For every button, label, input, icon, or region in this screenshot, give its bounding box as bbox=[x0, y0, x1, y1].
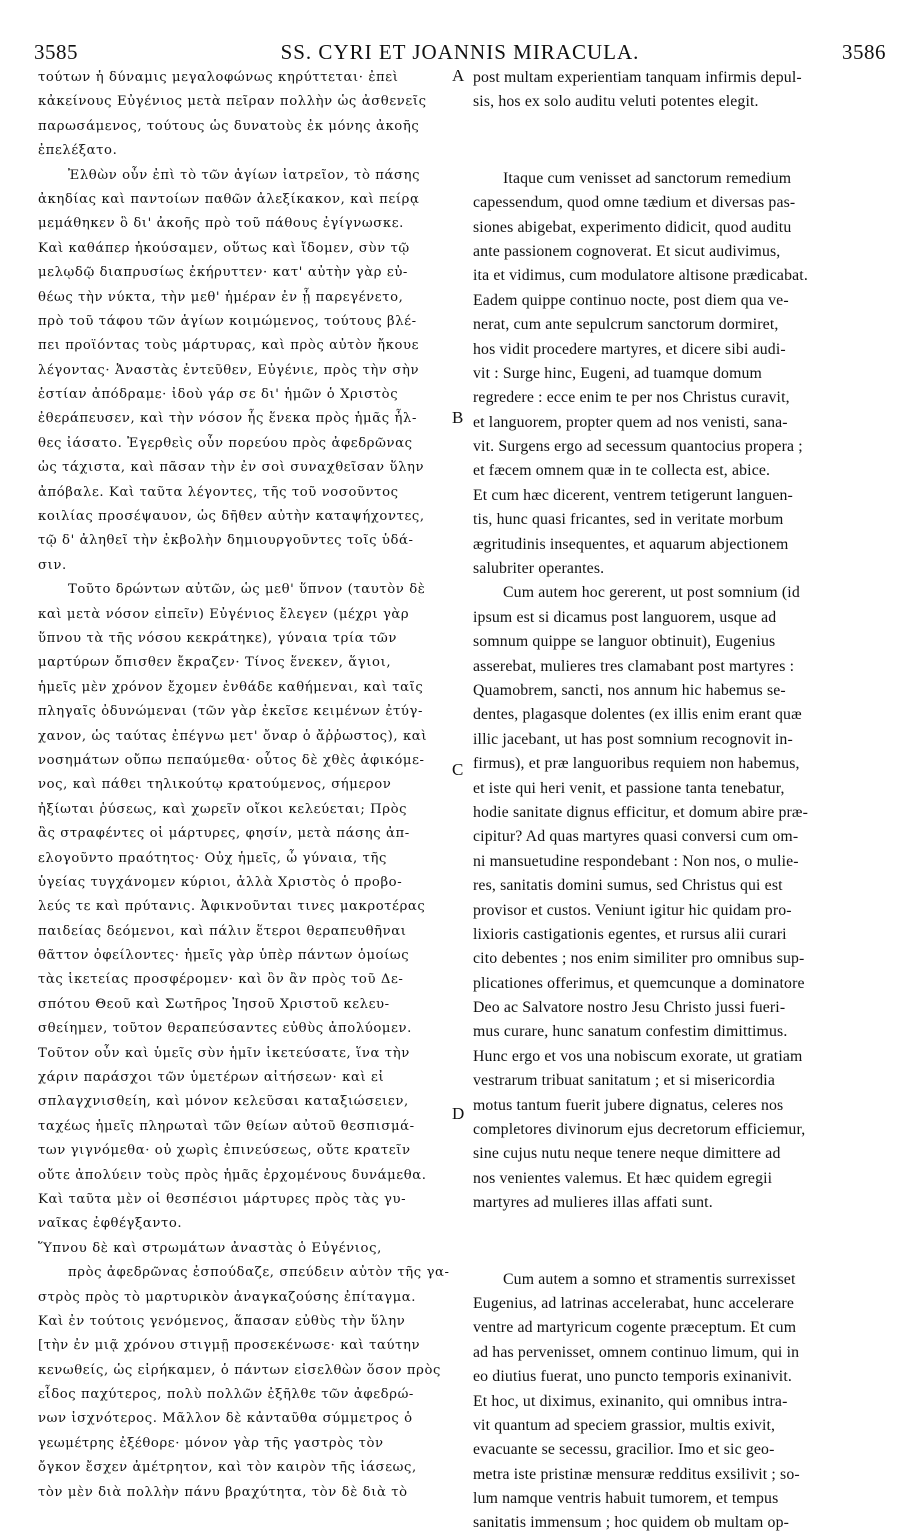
latin-line: tis, hunc quasi fricantes, sed in veritate morbum bbox=[473, 511, 784, 529]
greek-line: σθείημεν, τοῦτον θεραπεύσαντες εὐθὺς ἀπολύομεν. bbox=[38, 1021, 412, 1037]
greek-line: τὰς ἱκετείας προσφέρομεν· καὶ ὃν ἂν πρὸς τοῦ Δε- bbox=[38, 972, 404, 988]
page-number-left: 3585 bbox=[34, 40, 78, 64]
latin-line: mus curare, hunc sanatum confestim dimittimus. bbox=[473, 1023, 788, 1041]
greek-line: μεμάθηκεν ὃ δι' ἀκοῆς πρὸ τοῦ πάθους ἐγίγνωσκε. bbox=[38, 216, 404, 232]
latin-line: plicationes offerimus, et quemcunque a dominatore bbox=[473, 974, 805, 992]
latin-line: et languorem, propter quem ad nos venisti, sana- bbox=[473, 413, 788, 431]
latin-line: ita et vidimus, cum modulatore altisone prædicabat. bbox=[473, 267, 808, 285]
greek-line: των γιγνόμεθα· οὐ χωρὶς ἐπινεύσεως, οὔτε κρατεῖν bbox=[38, 1143, 411, 1159]
greek-line: κενωθείς, ὡς εἰρήκαμεν, ὁ πάντων εἰσελθὼν ὅσον πρὸς bbox=[38, 1362, 442, 1378]
latin-line: cito debentes ; nos enim similiter pro omnibus sup- bbox=[473, 950, 805, 968]
greek-line: ὄγκον ἔσχεν ἀμέτρητον, καὶ τὸν καιρὸν τῆς ἰάσεως, bbox=[38, 1460, 417, 1476]
greek-line: οὔτε ἀπολύειν τοὺς πρὸς ἡμᾶς ἐρχομένους δυνάμεθα. bbox=[38, 1167, 427, 1183]
latin-line: vit quantum ad speciem grassior, multis exivit, bbox=[473, 1416, 776, 1434]
latin-line: asserebat, mulieres tres clamabant post martyres : bbox=[473, 657, 795, 675]
greek-line: νων ἰσχνότερος. Μᾶλλον δὲ κἀνταῦθα σύμμετρος ὁ bbox=[38, 1411, 413, 1427]
latin-line: evacuante se secessu, gracilior. Imo et sic geo- bbox=[473, 1441, 775, 1459]
latin-line: somnum quippe se languor obtinuit), Eugenius bbox=[473, 633, 776, 651]
greek-line: νοσημάτων οὔπω πεπαύμεθα· οὗτος δὲ χθὲς ἀφικόμε- bbox=[38, 752, 425, 768]
greek-line: πρὸ τοῦ τάφου τῶν ἁγίων κοιμώμενος, τούτους βλέ- bbox=[38, 313, 417, 329]
page-number-right: 3586 bbox=[842, 40, 886, 64]
greek-line: ἡμεῖς μὲν χρόνον ἔχομεν ἐνθάδε καθήμεναι, καὶ ταῖς bbox=[38, 679, 424, 695]
greek-line: καὶ μετὰ νόσον εἰπεῖν) Εὐγένιος ἔλεγεν (μέχρι γὰρ bbox=[38, 606, 410, 622]
greek-line: μαρτύρων ὄπισθεν ἔκραζεν· Τίνος ἕνεκεν, ἅγιοι, bbox=[38, 655, 392, 671]
greek-line: Καὶ ταῦτα μὲν οἱ θεσπέσιοι μάρτυρες πρὸς τὰς γυ- bbox=[38, 1191, 407, 1207]
greek-line: παρωσάμενος, τούτους ὡς δυνατοὺς ἐκ μόνης ἀκοῆς bbox=[38, 118, 420, 134]
greek-line: ὡς τάχιστα, καὶ πᾶσαν τὴν ἐν σοὶ συναχθεῖσαν ὕλην bbox=[38, 460, 425, 476]
latin-line: vestrarum tribuat sanitatum ; et si misericordia bbox=[473, 1072, 775, 1090]
greek-line: ταχέως ἡμεῖς πληρωταὶ τῶν θείων αὐτοῦ θεσπισμά- bbox=[38, 1118, 415, 1134]
latin-line: completores divinorum ejus decretorum efficiemur, bbox=[473, 1121, 806, 1139]
latin-line: Deo ac Salvatore nostro Jesu Christo jussi fueri- bbox=[473, 999, 786, 1017]
latin-line: Et cum hæc dicerent, ventrem tetigerunt languen- bbox=[473, 486, 793, 504]
latin-line: vit : Surge hinc, Eugeni, ad tuamque domum bbox=[473, 364, 762, 382]
greek-line: θᾶττον ὀφείλοντες· ἡμεῖς γὰρ ὑπὲρ πάντων ὁμοίως bbox=[38, 948, 410, 964]
latin-line: ægritudinis insequentes, et aquarum abjectionem bbox=[473, 535, 789, 553]
greek-line: ὑγείας τυγχάνομεν κύριοι, ἀλλὰ Χριστὸς ὁ προβο- bbox=[38, 874, 403, 890]
greek-line: ἐθεράπευσεν, καὶ τὴν νόσον ἧς ἕνεκα πρὸς ἡμᾶς ἦλ- bbox=[38, 411, 418, 427]
latin-line: ad has pervenisset, omnem continuo limum, qui in bbox=[473, 1343, 800, 1361]
greek-line: νος, καὶ πάθει τηλικούτῳ κρατούμενος, σήμερον bbox=[38, 777, 392, 793]
greek-line: σπλαγχνισθείη, καὶ μόνον κελεῦσαι καταξιώσειεν, bbox=[38, 1094, 409, 1110]
greek-line: τῷ δ' ἀληθεῖ τὴν ἐκβολὴν δημιουργοῦντες τοῖς ὑδά- bbox=[38, 533, 414, 549]
greek-column bbox=[38, 66, 450, 1529]
greek-line: στρὸς πρὸς τὸ μαρτυρικὸν ἀναγκαζούσης ἐπίταγμα. bbox=[38, 1289, 417, 1305]
latin-line: provisor et custos. Veniunt igitur hic quidam pro- bbox=[473, 901, 792, 919]
section-marker-d: D bbox=[452, 1104, 465, 1123]
greek-line: Ἐλθὼν οὖν ἐπὶ τὸ τῶν ἁγίων ἰατρεῖον, τὸ πάσης bbox=[68, 167, 421, 183]
latin-line: salubriter operantes. bbox=[473, 560, 605, 578]
latin-line: siones abigebat, experimento didicit, quod auditu bbox=[473, 218, 792, 236]
greek-line: ἃς στραφέντες οἱ μάρτυρες, φησίν, μετὰ πάσης ἀπ- bbox=[38, 826, 410, 842]
latin-line: ante passionem cognoverat. Et sicut audivimus, bbox=[473, 242, 781, 260]
latin-line: cipitur? Ad quas martyres quasi conversi cum om- bbox=[473, 828, 799, 846]
latin-line: regredere : ecce enim te per nos Christus curavit, bbox=[473, 389, 790, 407]
latin-line: ni mansuetudine respondebant : Non nos, o mulie- bbox=[473, 852, 799, 870]
latin-column bbox=[473, 66, 891, 1536]
latin-line: hodie sanitate dignus efficitur, et domum abire præ- bbox=[473, 803, 809, 821]
latin-line: ipsum est si dicamus post languorem, usque ad bbox=[473, 608, 777, 626]
paragraph-gap bbox=[473, 1216, 891, 1268]
greek-line: ἀκηδίας καὶ παντοίων παθῶν ἀλεξίκακον, καὶ πείρᾳ bbox=[38, 191, 420, 207]
greek-line: Καὶ ἐν τούτοις γενόμενος, ἅπασαν εὐθὺς τὴν ὕλην bbox=[38, 1313, 406, 1329]
greek-line: Τοῦτο δρώντων αὐτῶν, ὡς μεθ' ὕπνον (ταυτὸν δὲ bbox=[68, 582, 426, 598]
latin-line: sis, hos ex solo auditu veluti potentes elegit. bbox=[473, 93, 759, 111]
latin-line: et fæcem omnem quæ in te collecta est, abice. bbox=[473, 462, 771, 480]
section-marker-b: B bbox=[452, 408, 464, 427]
running-title: SS. CYRI ET JOANNIS MIRACULA. bbox=[280, 40, 640, 64]
latin-line: res, sanitatis domini sumus, sed Christus qui est bbox=[473, 877, 783, 895]
greek-line: γεωμέτρης ἐξέθορε· μόνον γὰρ τῆς γαστρὸς τὸν bbox=[38, 1435, 384, 1451]
latin-line: metra iste pristinæ mensuræ redditus exsilivit ; so- bbox=[473, 1465, 800, 1483]
greek-line: μελῳδῷ διαπρυσίως ἐκήρυττεν· κατ' αὐτὴν γὰρ εὐ- bbox=[38, 265, 408, 281]
greek-line: ὕπνου τὰ τῆς νόσου κεκράτηκε), γύναια τρία τῶν bbox=[38, 630, 397, 646]
latin-line: eo diutius fuerat, uno puncto temporis exinanivit. bbox=[473, 1368, 792, 1386]
latin-line: Cum autem hoc gererent, ut post somnium (id bbox=[503, 584, 800, 602]
greek-line: χάριν παράσχοι τῶν ὑμετέρων αἰτήσεων· καὶ εἰ bbox=[38, 1070, 385, 1086]
latin-line: hos vidit procedere martyres, et dicere sibi audi- bbox=[473, 340, 786, 358]
greek-line: τὸν μὲν διὰ πολλὴν πάνυ βραχύτητα, τὸν δὲ διὰ τὸ bbox=[38, 1484, 408, 1500]
greek-line: πληγαῖς ὀδυνώμεναι (τῶν γὰρ ἐκεῖσε κειμένων ἐτύγ- bbox=[38, 704, 424, 720]
latin-line: lum namque ventris habuit tumorem, et tempus bbox=[473, 1490, 779, 1508]
latin-line: capessendum, quod omne tædium et diversas pas- bbox=[473, 194, 796, 212]
latin-line: Hunc ergo et vos una nobiscum exorate, ut gratiam bbox=[473, 1047, 803, 1065]
latin-line: nos venientes valemus. Et hæc quidem egregii bbox=[473, 1169, 773, 1187]
latin-line: Eadem quippe continuo nocte, post diem qua ve- bbox=[473, 291, 789, 309]
latin-line: martyres ad mulieres illas affati sunt. bbox=[473, 1194, 713, 1212]
greek-line: ἑστίαν ἀπόδραμε· ἰδοὺ γάρ σε δι' ἡμῶν ὁ Χριστὸς bbox=[38, 387, 399, 403]
latin-line: firmus), et præ languoribus requiem non habemus, bbox=[473, 755, 800, 773]
greek-line: τούτων ἡ δύναμις μεγαλοφώνως κηρύττεται· ἐπεὶ bbox=[38, 70, 399, 85]
latin-line: illic jacebant, ut has post somnium recognovit in- bbox=[473, 730, 793, 748]
greek-line: Τοῦτον οὖν καὶ ὑμεῖς σὺν ἡμῖν ἱκετεύσατε, ἵνα τὴν bbox=[38, 1045, 410, 1061]
greek-line: εἶδος παχύτερος, πολὺ πολλῶν ἐξῆλθε τῶν ἀφεδρώ- bbox=[38, 1387, 414, 1403]
latin-line: post multam experientiam tanquam infirmis depul- bbox=[473, 69, 802, 86]
section-marker-a: A bbox=[452, 66, 465, 85]
latin-line: Cum autem a somno et stramentis surrexisset bbox=[503, 1270, 796, 1288]
latin-line: Eugenius, ad latrinas accelerabat, hunc accelerare bbox=[473, 1294, 795, 1312]
greek-line: σπότου Θεοῦ καὶ Σωτῆρος Ἰησοῦ Χριστοῦ κελευ- bbox=[38, 996, 390, 1012]
section-marker-c: C bbox=[452, 760, 464, 779]
latin-line: sanitatis immensum ; hoc quidem ob multam op- bbox=[473, 1514, 790, 1532]
greek-line: ἠξίωται ῥύσεως, καὶ χωρεῖν οἴκοι κελεύεται; Πρὸς bbox=[38, 801, 408, 817]
greek-line: θες ἰάσατο. Ἐγερθεὶς οὖν πορεύου πρὸς ἀφεδρῶνας bbox=[38, 435, 413, 451]
greek-line: ναῖκας ἐφθέγξαντο. bbox=[38, 1216, 183, 1232]
greek-line: πρὸς ἀφεδρῶνας ἐσπούδαζε, σπεύδειν αὐτὸν τῆς γα- bbox=[68, 1265, 450, 1281]
paragraph-gap bbox=[473, 115, 891, 167]
greek-line: θέως τὴν νύκτα, τὴν μεθ' ἡμέραν ἐν ᾗ παρεγένετο, bbox=[38, 289, 404, 305]
latin-line: Quamobrem, sancti, nos annum hic habemus se- bbox=[473, 681, 786, 699]
greek-line: πει προϊόντας τοὺς μάρτυρας, καὶ πρὸς αὐτὸν ἤκουε bbox=[38, 338, 420, 354]
greek-line: παιδείας δεόμενοι, καὶ πάλιν ἕτεροι θεραπευθῆναι bbox=[38, 923, 407, 939]
greek-line: Καὶ καθάπερ ἠκούσαμεν, οὕτως καὶ ἴδομεν, σὺν τῷ bbox=[38, 240, 410, 256]
latin-line: Et hoc, ut diximus, exinanito, qui omnibus intra- bbox=[473, 1392, 788, 1410]
latin-line: lixioris castigationis egentes, et rursus alii curari bbox=[473, 925, 787, 943]
latin-line: ventre ad martyricum cogente præceptum. Et cum bbox=[473, 1319, 797, 1337]
greek-line: κοιλίας προσέψαυον, ὡς δῆθεν αὐτὴν καταψήχοντες, bbox=[38, 509, 425, 525]
greek-line: ἀπόβαλε. Καὶ ταῦτα λέγοντες, τῆς τοῦ νοσοῦντος bbox=[38, 484, 399, 500]
greek-line: Ὕπνου δὲ καὶ στρωμάτων ἀναστὰς ὁ Εὐγένιος, bbox=[38, 1240, 382, 1256]
greek-line bbox=[38, 1505, 450, 1529]
greek-line: λέγοντας· Ἀναστὰς ἐντεῦθεν, Εὐγένιε, πρὸς τὴν σὴν bbox=[38, 362, 420, 378]
greek-line: χανον, ὡς ταύτας ἐπέγνω μετ' ὄναρ ὁ ἄῤῥωστος), καὶ bbox=[38, 728, 428, 744]
greek-line: σιν. bbox=[38, 557, 67, 573]
latin-line: dentes, plagasque dolentes (ex illis enim erant quæ bbox=[473, 706, 802, 724]
latin-line: Itaque cum venisset ad sanctorum remedium bbox=[503, 169, 792, 187]
greek-line: ελογοῦντο πραότητος· Οὐχ ἡμεῖς, ὦ γύναια, τῆς bbox=[38, 850, 387, 866]
latin-line: vit. Surgens ergo ad secessum quantocius propera ; bbox=[473, 438, 803, 456]
latin-line: nerat, cum ante sepulcrum sanctorum dormiret, bbox=[473, 316, 779, 334]
latin-line: et iste qui heri venit, et passione tanta tenebatur, bbox=[473, 779, 785, 797]
latin-line: motus tantum fuerit jubere dignatus, celeres nos bbox=[473, 1096, 784, 1114]
latin-line: sine cujus nutu neque tenere neque dimittere ad bbox=[473, 1145, 781, 1163]
greek-line: κἀκείνους Εὐγένιος μετὰ πεῖραν πολλὴν ὡς ἀσθενεῖς bbox=[38, 94, 427, 110]
greek-line: λεύς τε καὶ πρύτανις. Ἀφικνοῦνται τινες μακροτέρας bbox=[38, 899, 426, 915]
greek-line: [τὴν ἐν μιᾷ χρόνου στιγμῇ προσεκένωσε· καὶ ταύτην bbox=[38, 1338, 421, 1354]
greek-line: ἐπελέξατο. bbox=[38, 143, 118, 159]
